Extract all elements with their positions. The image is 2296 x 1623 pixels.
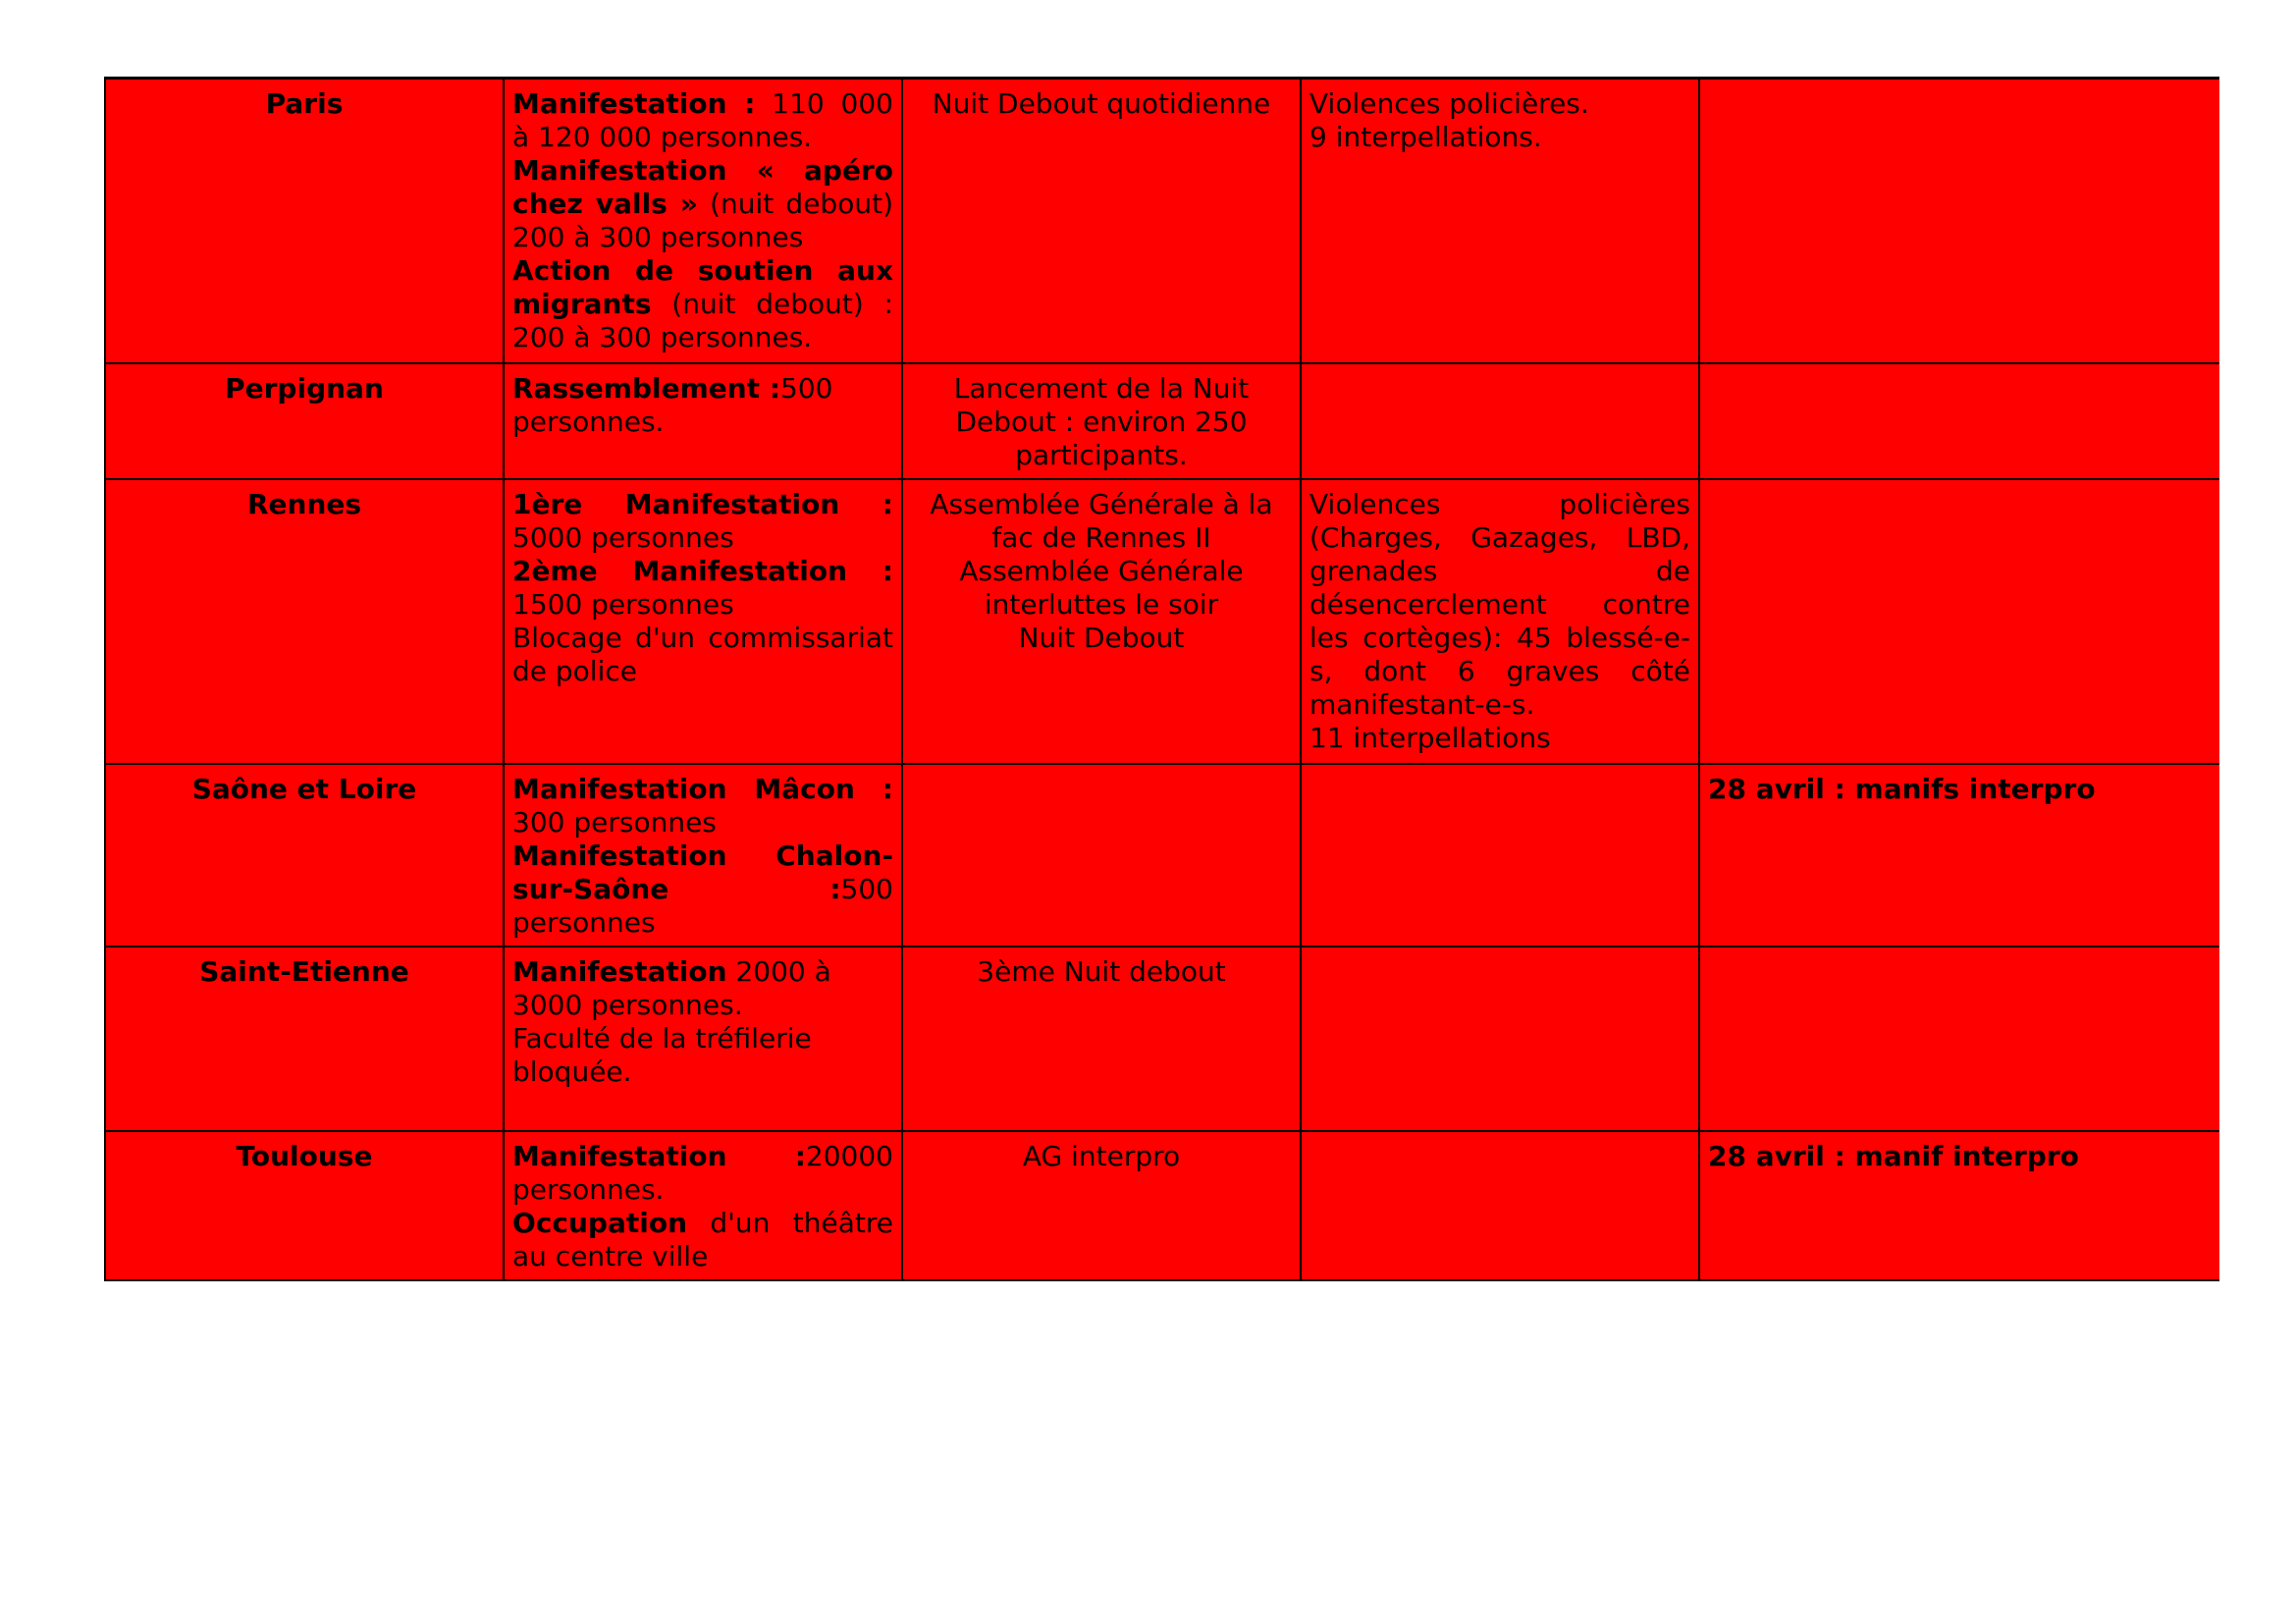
nuit-debout-cell (902, 479, 1301, 764)
table-row (105, 947, 2219, 1131)
table-row (105, 363, 2219, 479)
repression-cell (1301, 79, 1699, 363)
nuit-debout-cell (902, 1131, 1301, 1280)
repression-cell (1301, 363, 1699, 479)
other-cell (1699, 947, 2219, 1131)
nuit-debout-cell (902, 764, 1301, 947)
city-name: Perpignan (225, 371, 384, 405)
actions-cell (504, 479, 902, 764)
action-entry: Manifestation 2000 à 3000 personnes. (512, 954, 831, 1021)
action-entry: Action de soutien aux migrants (nuit debout) : 200 à 300 personnes. (512, 254, 893, 353)
city-name: Saône et Loire (191, 772, 417, 805)
city-cell (105, 79, 504, 363)
city-name: Toulouse (236, 1139, 373, 1172)
nuit-debout-cell (902, 79, 1301, 363)
action-entry: Manifestation Chalon-sur-Saône :500 personnes (512, 839, 893, 939)
other-cell (1699, 479, 2219, 764)
action-entry: Occupation d'un théâtre au centre ville (512, 1206, 893, 1272)
city-cell (105, 947, 504, 1131)
action-entry: Rassemblement :500 personnes. (512, 371, 833, 438)
city-cell (105, 1131, 504, 1280)
repression-cell (1301, 1131, 1699, 1280)
other-cell (1699, 363, 2219, 479)
repression-entry: Violences policières (Charges, Gazages, LBD, grenades de désencerclement contre les cortèges): 45 blessé-e-s, dont 6 graves côté manifestant-e-s. (1309, 487, 1690, 721)
other-cell (1699, 1131, 2219, 1280)
action-entry: 1ère Manifestation : 5000 personnes (512, 487, 893, 554)
nuit-debout-entry: Nuit Debout quotidienne (932, 87, 1271, 120)
nuit-debout-entry: AG interpro (1022, 1139, 1181, 1172)
other-entry: 28 avril : manif interpro (1708, 1139, 2079, 1172)
city-name: Rennes (246, 487, 362, 520)
nuit-debout-cell (902, 363, 1301, 479)
repression-cell (1301, 479, 1699, 764)
repression-cell (1301, 947, 1699, 1131)
table-row (105, 479, 2219, 764)
repression-cell (1301, 764, 1699, 947)
other-cell (1699, 79, 2219, 363)
other-entry: 28 avril : manifs interpro (1708, 772, 2096, 805)
action-entry: Manifestation :20000 personnes. (512, 1139, 893, 1206)
repression-entry: Violences policières. (1309, 87, 1589, 120)
nuit-debout-entry: 3ème Nuit debout (977, 954, 1226, 988)
actions-cell (504, 363, 902, 479)
other-cell (1699, 764, 2219, 947)
city-cell (105, 479, 504, 764)
actions-cell (504, 79, 902, 363)
action-entry: Manifestation « apéro chez valls » (nuit debout) 200 à 300 personnes (512, 154, 893, 253)
nuit-debout-entry: Assemblée Générale à la fac de Rennes II (930, 487, 1273, 554)
action-entry: Manifestation Mâcon : 300 personnes (512, 772, 893, 839)
actions-cell (504, 947, 902, 1131)
repression-entry: 11 interpellations (1309, 721, 1551, 754)
nuit-debout-entry: Nuit Debout (1018, 621, 1185, 654)
city-name: Paris (265, 87, 344, 120)
city-name: Saint-Etienne (199, 954, 409, 988)
mobilization-table (104, 77, 2219, 1281)
table-row (105, 1131, 2219, 1280)
city-cell (105, 363, 504, 479)
action-entry: 2ème Manifestation : 1500 personnes (512, 554, 893, 621)
action-entry: Manifestation : 110 000 à 120 000 personnes. (512, 87, 893, 153)
actions-cell (504, 764, 902, 947)
action-entry: Faculté de la tréfilerie bloquée. (512, 1021, 812, 1088)
city-cell (105, 764, 504, 947)
table-row (105, 764, 2219, 947)
nuit-debout-entry: Assemblée Générale interluttes le soir (959, 554, 1244, 621)
action-entry: Blocage d'un commissariat de police (512, 621, 893, 687)
table-row (105, 79, 2219, 363)
repression-entry: 9 interpellations. (1309, 121, 1542, 153)
nuit-debout-entry: Lancement de la Nuit Debout : environ 250 participants. (953, 371, 1250, 471)
actions-cell (504, 1131, 902, 1280)
nuit-debout-cell (902, 947, 1301, 1131)
